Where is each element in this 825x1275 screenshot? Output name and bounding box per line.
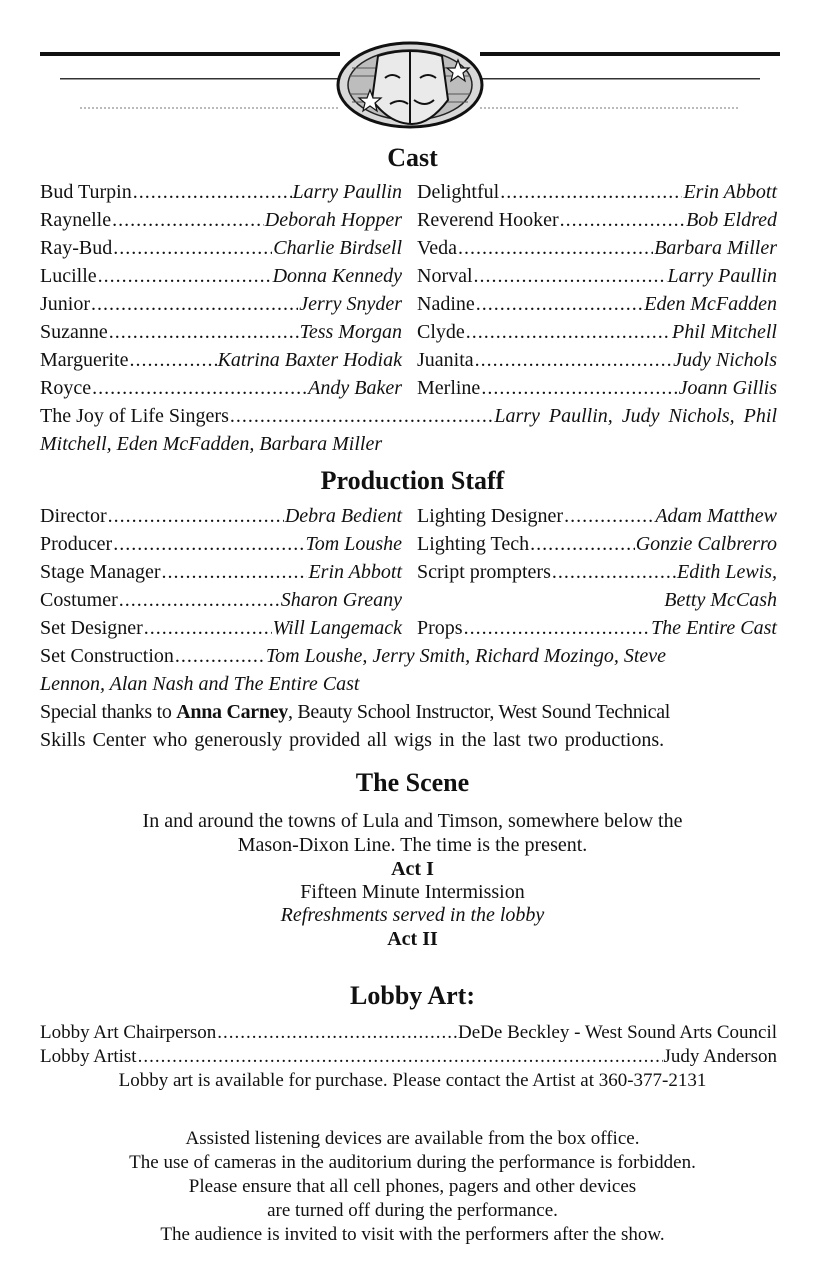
role-label: Set Construction (40, 645, 174, 667)
notice-line: Please ensure that all cell phones, pagers and other devices (188, 1176, 637, 1197)
role-label: Delightful (417, 181, 500, 203)
cast-row (40, 179, 402, 205)
special-thanks-continued: Skills Center who generously provided all wigs in the last two productions. (40, 729, 665, 751)
role-label: Costumer (40, 589, 118, 611)
staff-row (40, 615, 402, 641)
lobby-row (40, 1045, 777, 1068)
staff-row (40, 531, 402, 557)
staff-name: Gonzie Calbrerro (635, 533, 777, 555)
actor-name: Larry Paullin (667, 265, 777, 287)
cast-row (417, 179, 777, 205)
leader-dots (476, 291, 644, 317)
staff-name-continued: Betty McCash (664, 589, 777, 611)
leader-dots (217, 1021, 457, 1044)
role-label: Set Designer (40, 617, 143, 639)
role-label: Reverend Hooker (417, 209, 559, 231)
role-label: Ray-Bud (40, 237, 113, 259)
cast-row (40, 207, 402, 233)
staff-name: Edith Lewis, (676, 561, 777, 583)
actor-name: Larry Paullin (292, 181, 402, 203)
role-label: Lucille (40, 265, 97, 287)
staff-name: Tom Loushe, Jerry Smith, Richard Mozingo, Steve (265, 645, 667, 667)
staff-name: Erin Abbott (308, 561, 402, 583)
actor-name: Larry Paullin, Judy Nichols, Phil (494, 405, 777, 427)
staff-name: Tom Loushe (305, 533, 402, 555)
role-label: Stage Manager (40, 561, 161, 583)
lobby-art-heading: Lobby Art: (350, 981, 475, 1010)
theater-masks-emblem (40, 38, 780, 138)
role-label: Royce (40, 377, 92, 399)
cast-row (417, 207, 777, 233)
act-two: Act II (387, 928, 438, 950)
staff-row (40, 503, 402, 529)
role-label: The Joy of Life Singers (40, 405, 229, 427)
cast-row (40, 291, 402, 317)
cast-heading: Cast (387, 143, 438, 172)
cast-row (417, 319, 777, 345)
leader-dots (92, 375, 307, 401)
lobby-note: Lobby art is available for purchase. Please contact the Artist at 360-377-2131 (118, 1070, 707, 1091)
role-label: Lobby Artist (40, 1046, 137, 1067)
scene-description: Mason-Dixon Line. The time is the present. (237, 834, 588, 856)
refreshments: Refreshments served in the lobby (280, 904, 545, 926)
cast-row (417, 291, 777, 317)
actor-name: Deborah Hopper (264, 209, 402, 231)
actor-name: Erin Abbott (683, 181, 777, 203)
lobby-name: DeDe Beckley - West Sound Arts Council (458, 1022, 777, 1043)
cast-row (40, 319, 402, 345)
production-staff-heading: Production Staff (320, 466, 505, 495)
leader-dots (109, 319, 299, 345)
leader-dots (464, 615, 650, 641)
leader-dots (552, 559, 676, 585)
leader-dots (119, 587, 280, 613)
actor-name: Barbara Miller (654, 237, 777, 259)
leader-dots (138, 1045, 663, 1068)
special-thanks (40, 699, 777, 725)
leader-dots (98, 263, 272, 289)
leader-dots (113, 235, 272, 261)
actor-name: Charlie Birdsell (273, 237, 402, 259)
actor-name: Bob Eldred (686, 209, 777, 231)
role-label: Merline (417, 377, 481, 399)
leader-dots (113, 531, 304, 557)
role-label: Producer (40, 533, 113, 555)
staff-row (417, 615, 777, 641)
role-label: Marguerite (40, 349, 129, 371)
leader-dots (500, 179, 682, 205)
cast-row (40, 263, 402, 289)
role-label: Nadine (417, 293, 475, 315)
cast-row (40, 347, 402, 373)
actor-name: Jerry Snyder (299, 293, 402, 315)
set-construction-continued: Lennon, Alan Nash and The Entire Cast (40, 673, 360, 695)
actor-name: Joann Gillis (678, 377, 777, 399)
actor-name: Tess Morgan (299, 321, 402, 343)
thanks-name: Anna Carney (176, 701, 288, 723)
staff-row (40, 559, 402, 585)
staff-row (40, 587, 402, 613)
leader-dots (560, 207, 685, 233)
singers-row (40, 403, 777, 429)
actor-name: Katrina Baxter Hodiak (217, 349, 402, 371)
cast-row (417, 347, 777, 373)
intermission: Fifteen Minute Intermission (300, 881, 525, 903)
leader-dots (175, 643, 265, 669)
leader-dots (162, 559, 308, 585)
leader-dots (112, 207, 264, 233)
staff-name: Will Langemack (272, 617, 402, 639)
role-label: Bud Turpin (40, 181, 132, 203)
role-label: Norval (417, 265, 473, 287)
actor-name: Phil Mitchell (672, 321, 777, 343)
role-label: Director (40, 505, 107, 527)
leader-dots (475, 347, 672, 373)
role-label: Juanita (417, 349, 474, 371)
cast-row (417, 235, 777, 261)
scene-heading: The Scene (355, 768, 470, 797)
notice-line: The audience is invited to visit with the performers after the show. (160, 1224, 665, 1245)
role-label: Clyde (417, 321, 465, 343)
actor-name: Eden McFadden (644, 293, 777, 315)
actor-name: Andy Baker (308, 377, 402, 399)
set-construction-row (40, 643, 777, 669)
leader-dots (133, 179, 292, 205)
staff-row (417, 559, 777, 585)
notice-line: are turned off during the performance. (267, 1200, 558, 1221)
header-banner (40, 38, 780, 138)
leader-dots (474, 263, 667, 289)
actor-name: Donna Kennedy (272, 265, 402, 287)
leader-dots (108, 503, 284, 529)
leader-dots (530, 531, 635, 557)
scene-description: In and around the towns of Lula and Timson, somewhere below the (142, 810, 683, 832)
role-label: Lighting Tech (417, 533, 530, 555)
role-label: Junior (40, 293, 90, 315)
role-label: Script prompters (417, 561, 551, 583)
leader-dots (91, 291, 298, 317)
thanks-suffix: , Beauty School Instructor, West Sound Technical (287, 701, 671, 723)
role-label: Suzanne (40, 321, 108, 343)
thanks-prefix: Special thanks to (40, 701, 177, 723)
actor-name: Judy Nichols (673, 349, 777, 371)
leader-dots (466, 319, 671, 345)
staff-name: Sharon Greany (280, 589, 402, 611)
leader-dots (144, 615, 272, 641)
staff-row (417, 503, 777, 529)
leader-dots (230, 403, 493, 429)
leader-dots (130, 347, 217, 373)
leader-dots (564, 503, 654, 529)
notice-line: The use of cameras in the auditorium during the performance is forbidden. (129, 1152, 696, 1173)
cast-row (40, 375, 402, 401)
lobby-name: Judy Anderson (663, 1046, 777, 1067)
staff-name: Debra Bedient (284, 505, 402, 527)
staff-name: Adam Matthew (655, 505, 777, 527)
staff-row (417, 531, 777, 557)
singers-names-continued: Mitchell, Eden McFadden, Barbara Miller (40, 433, 383, 455)
role-label: Lighting Designer (417, 505, 564, 527)
cast-row (417, 375, 777, 401)
role-label: Raynelle (40, 209, 112, 231)
staff-name: The Entire Cast (651, 617, 777, 639)
cast-row (40, 235, 402, 261)
role-label: Lobby Art Chairperson (40, 1022, 217, 1043)
cast-row (417, 263, 777, 289)
act-one: Act I (391, 858, 434, 880)
role-label: Veda (417, 237, 457, 259)
notice-line: Assisted listening devices are available from the box office. (185, 1128, 640, 1149)
role-label: Props (417, 617, 463, 639)
leader-dots (481, 375, 677, 401)
leader-dots (458, 235, 653, 261)
lobby-row (40, 1021, 777, 1044)
